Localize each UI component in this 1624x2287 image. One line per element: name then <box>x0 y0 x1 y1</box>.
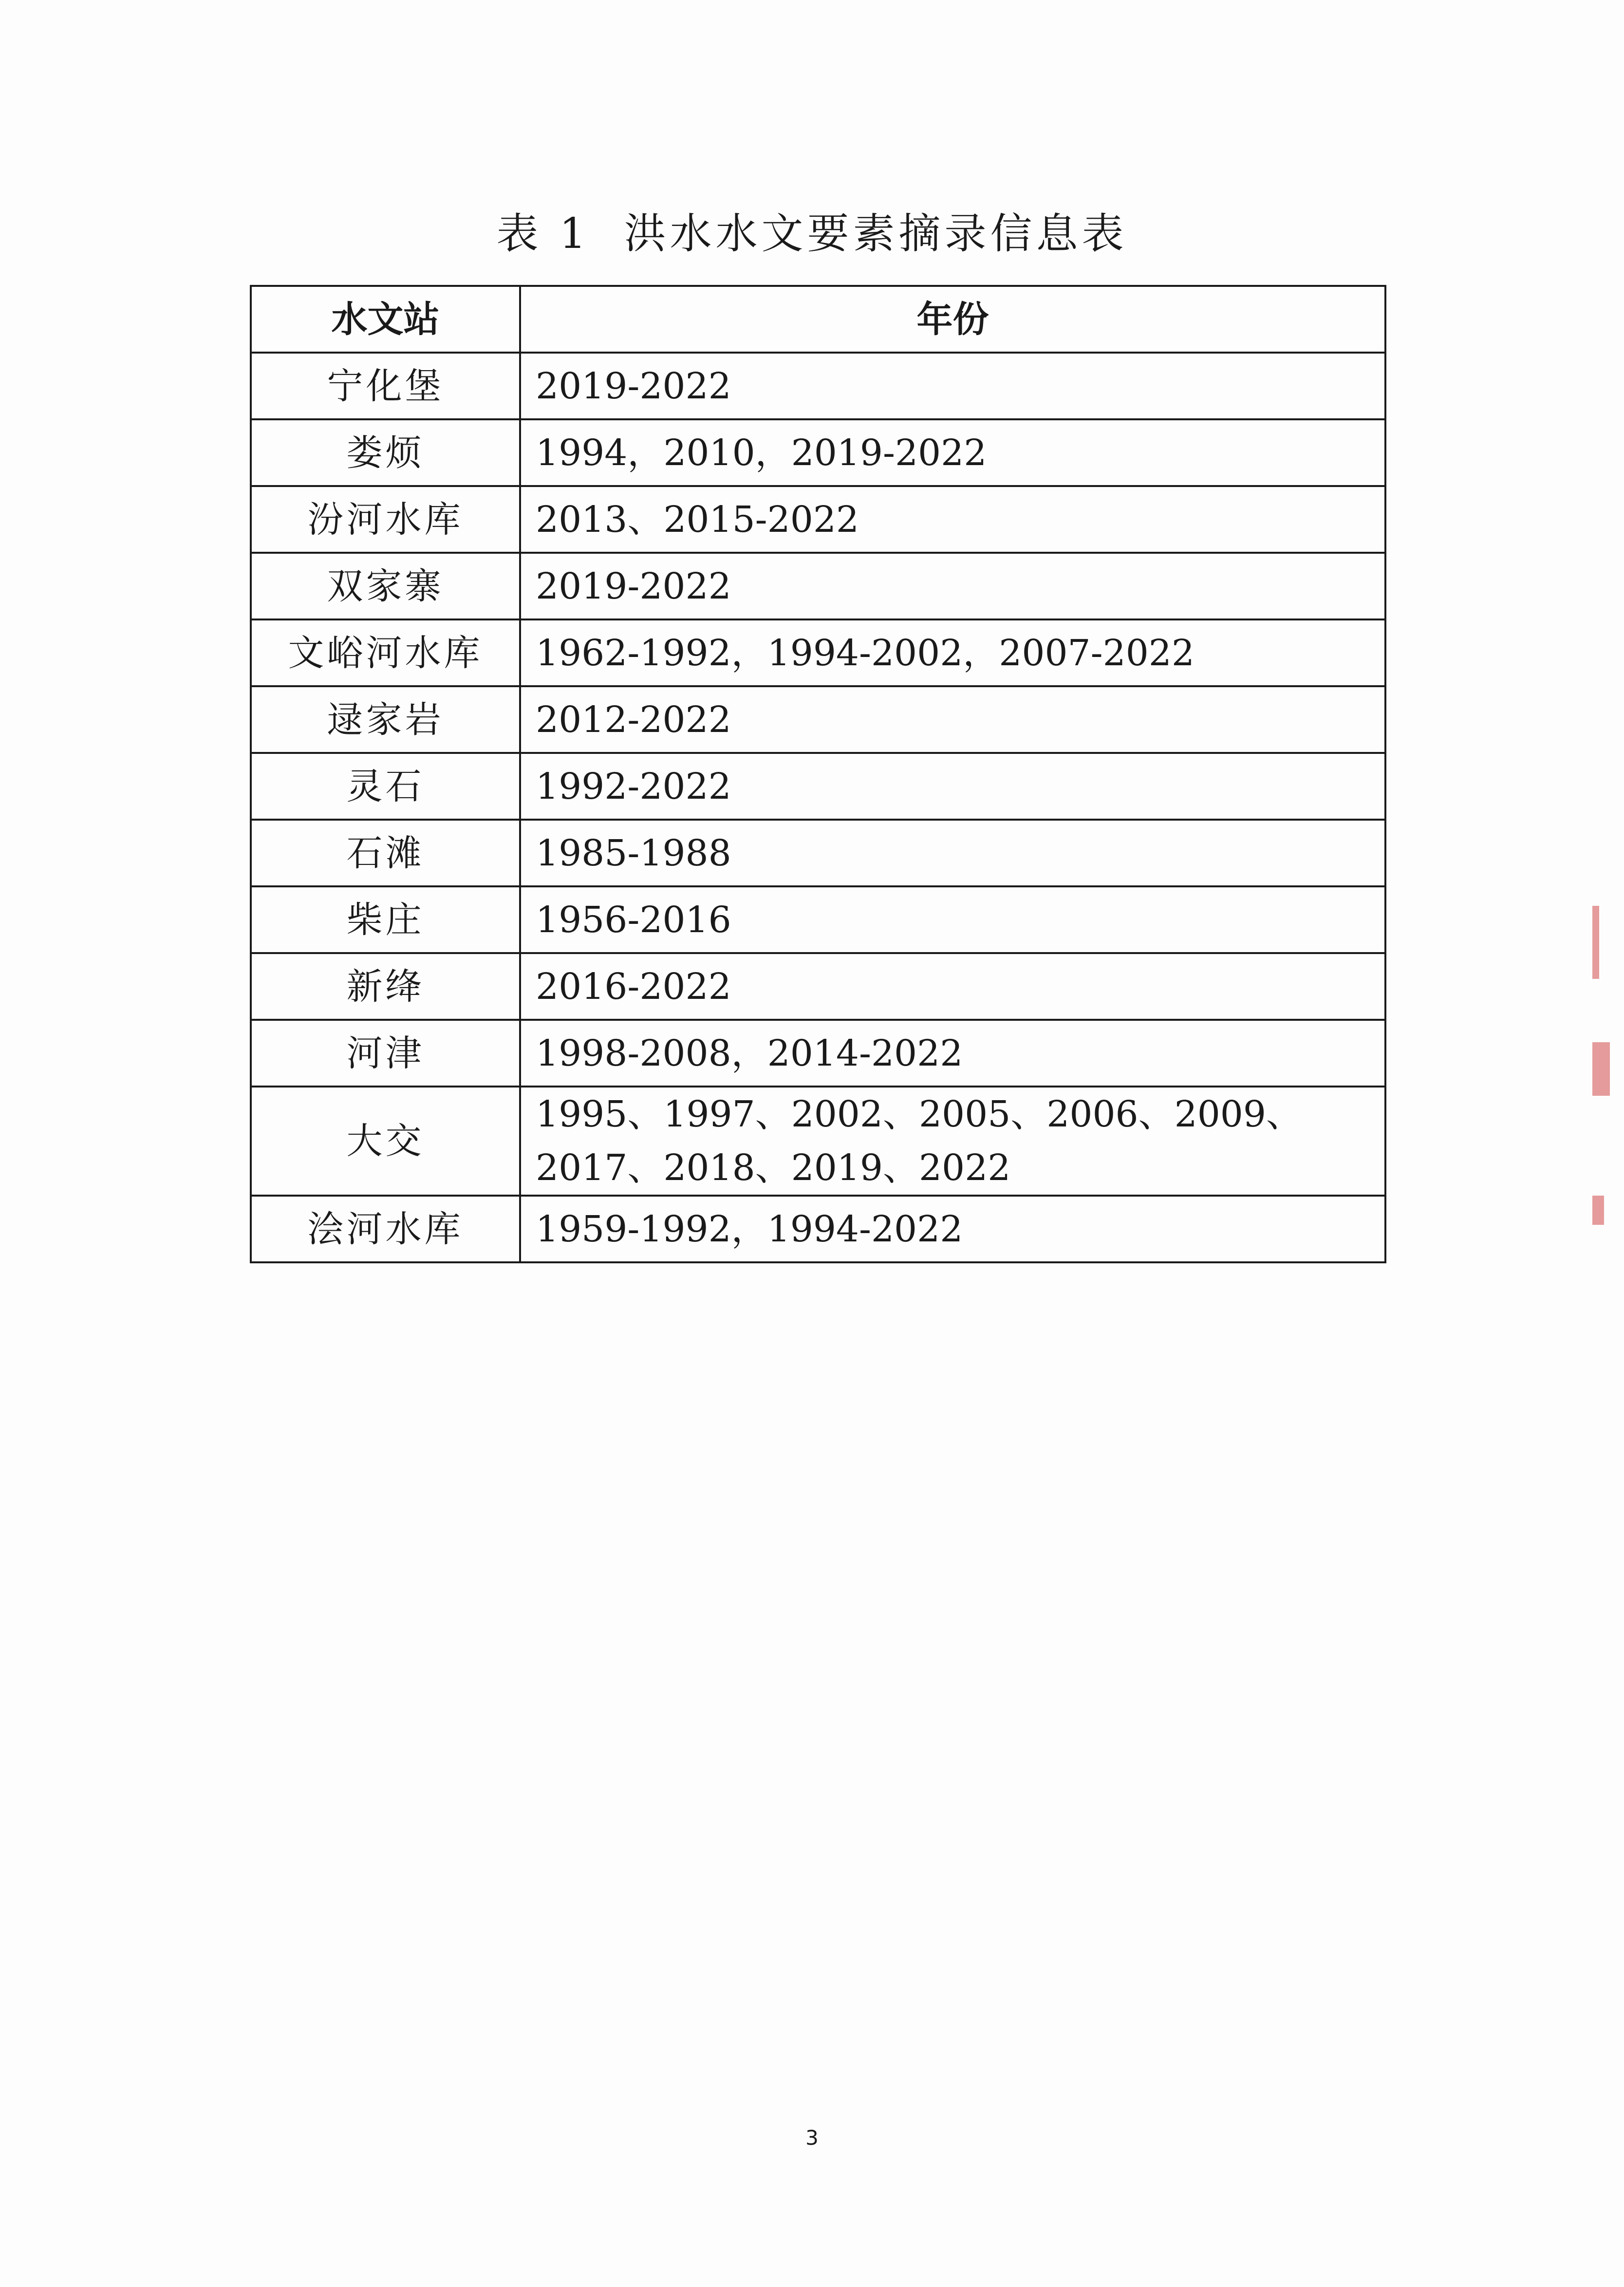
years-cell: 1959-1992，1994-2022 <box>520 1196 1385 1262</box>
seal-fragment-top <box>1592 906 1599 979</box>
station-cell: 新绛 <box>251 953 520 1020</box>
table-row <box>251 820 1385 886</box>
station-cell: 浍河水库 <box>251 1196 520 1262</box>
station-cell: 文峪河水库 <box>251 619 520 686</box>
table-row <box>251 1196 1385 1262</box>
table-row <box>251 686 1385 753</box>
table-header-row <box>251 286 1385 353</box>
years-cell: 2019-2022 <box>520 353 1385 419</box>
years-cell: 2013、2015-2022 <box>520 486 1385 553</box>
table-row <box>251 486 1385 553</box>
table-row <box>251 619 1385 686</box>
table-row <box>251 886 1385 953</box>
table-caption-label: 表 1 <box>496 209 590 258</box>
years-cell: 1998-2008，2014-2022 <box>520 1020 1385 1087</box>
station-cell: 石滩 <box>251 820 520 886</box>
years-cell: 1995、1997、2002、2005、2006、2009、2017、2018、2019、2022 <box>520 1087 1385 1196</box>
hydrology-info-table <box>250 285 1386 1263</box>
station-cell: 灵石 <box>251 753 520 820</box>
station-cell: 逯家岩 <box>251 686 520 753</box>
table-row <box>251 553 1385 619</box>
header-station: 水文站 <box>251 286 520 353</box>
table-caption <box>0 205 1624 263</box>
station-cell: 双家寨 <box>251 553 520 619</box>
header-years: 年份 <box>520 286 1385 353</box>
station-cell: 河津 <box>251 1020 520 1087</box>
years-cell: 1956-2016 <box>520 886 1385 953</box>
years-cell: 2019-2022 <box>520 553 1385 619</box>
years-cell: 1994，2010，2019-2022 <box>520 419 1385 486</box>
seal-fragment-middle <box>1592 1042 1610 1096</box>
table-row <box>251 753 1385 820</box>
station-cell: 汾河水库 <box>251 486 520 553</box>
table-row <box>251 353 1385 419</box>
station-cell: 大交 <box>251 1087 520 1196</box>
years-cell: 1985-1988 <box>520 820 1385 886</box>
station-cell: 宁化堡 <box>251 353 520 419</box>
years-cell: 1992-2022 <box>520 753 1385 820</box>
table-row <box>251 1020 1385 1087</box>
station-cell: 柴庄 <box>251 886 520 953</box>
years-cell: 2012-2022 <box>520 686 1385 753</box>
page-number: 3 <box>805 2126 819 2150</box>
table-caption-title: 洪水水文要素摘录信息表 <box>624 209 1128 258</box>
years-cell: 1962-1992，1994-2002，2007-2022 <box>520 619 1385 686</box>
seal-fragment-bottom <box>1592 1196 1604 1225</box>
years-cell: 2016-2022 <box>520 953 1385 1020</box>
table-row <box>251 1087 1385 1196</box>
table-row <box>251 419 1385 486</box>
station-cell: 娄烦 <box>251 419 520 486</box>
table-row <box>251 953 1385 1020</box>
